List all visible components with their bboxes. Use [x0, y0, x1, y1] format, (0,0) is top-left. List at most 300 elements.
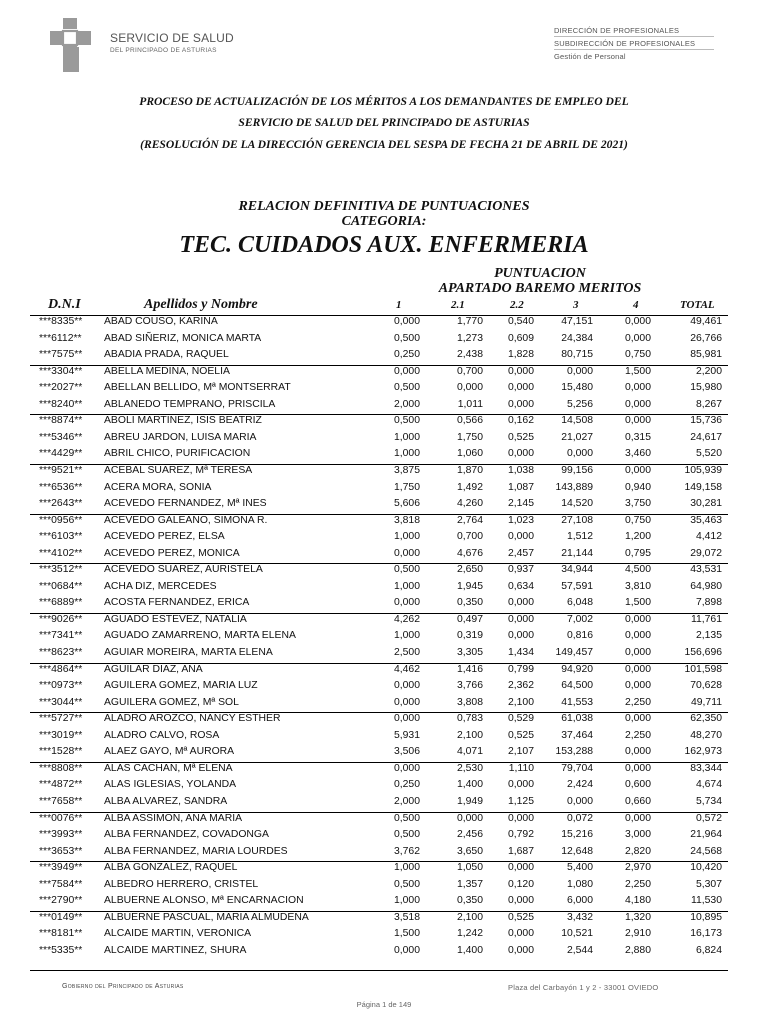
score-4-cell: 3,460: [624, 448, 651, 460]
name-cell: AGUADO ESTEVEZ, NATALIA: [104, 613, 247, 625]
name-cell: ACEVEDO SUAREZ, AURISTELA: [104, 564, 263, 576]
department-block: [554, 26, 695, 65]
table-row: [0, 579, 768, 596]
score-2-2-cell: 1,434: [507, 647, 534, 658]
table-row: [0, 678, 768, 695]
table-row: [0, 711, 768, 728]
table-row: [0, 877, 768, 894]
dni-cell: ***3949**: [39, 862, 83, 874]
score-2-2-cell: 1,023: [507, 514, 534, 526]
dni-cell: ***3512**: [39, 564, 83, 576]
score-2-1-cell: 2,100: [456, 729, 483, 741]
name-cell: ACEVEDO FERNANDEZ, Mª INES: [104, 498, 267, 510]
table-row: [0, 860, 768, 877]
score-2-1-cell: 3,808: [456, 696, 483, 708]
score-1-cell: 3,818: [393, 514, 420, 526]
name-cell: ABREU JARDON, LUISA MARIA: [104, 431, 257, 443]
score-1-cell: 0,500: [393, 564, 420, 576]
score-3-cell: 7,002: [566, 613, 593, 625]
score-2-2-cell: 0,937: [507, 564, 534, 576]
name-cell: AGUILERA GOMEZ, MARIA LUZ: [104, 680, 258, 692]
name-cell: ALBA ASSIMON, ANA MARIA: [104, 812, 243, 824]
column-header-2-2: 2.2: [510, 299, 524, 311]
score-1-cell: 1,750: [393, 481, 420, 493]
dni-cell: ***3304**: [39, 365, 83, 377]
score-2-1-cell: 0,700: [456, 531, 483, 543]
dni-cell: ***0149**: [39, 911, 83, 923]
score-4-cell: 0,750: [624, 514, 651, 526]
score-3-cell: 15,480: [561, 382, 593, 394]
dni-cell: ***5335**: [39, 944, 83, 956]
score-3-cell: 64,500: [561, 680, 593, 692]
score-3-cell: 15,216: [561, 829, 593, 841]
score-3-cell: 41,553: [561, 696, 593, 708]
score-3-cell: 34,944: [561, 564, 593, 576]
score-3-cell: 5,256: [566, 398, 593, 410]
total-cell: 5,307: [695, 878, 722, 890]
score-3-cell: 21,144: [561, 547, 593, 559]
table-row: [0, 430, 768, 447]
total-cell: 101,598: [684, 663, 722, 675]
score-1-cell: 0,000: [393, 547, 420, 559]
score-4-cell: 0,000: [624, 812, 651, 824]
table-row: [0, 777, 768, 794]
score-4-cell: 0,000: [624, 613, 651, 625]
footer-divider: [30, 970, 728, 971]
score-4-cell: 0,315: [624, 431, 651, 443]
score-2-2-cell: 2,100: [507, 696, 534, 708]
name-cell: ABOLI MARTINEZ, ISIS BEATRIZ: [104, 415, 262, 427]
table-row: [0, 496, 768, 513]
dni-cell: ***7584**: [39, 878, 83, 890]
score-2-2-cell: 0,525: [507, 911, 534, 923]
score-2-1-cell: 1,242: [456, 928, 483, 940]
score-2-1-cell: 2,650: [456, 564, 483, 576]
total-cell: 15,980: [690, 382, 722, 394]
process-title-line-2: SERVICIO DE SALUD DEL PRINCIPADO DE ASTURIAS: [238, 116, 530, 129]
score-1-cell: 0,500: [393, 878, 420, 890]
table-row: [0, 943, 768, 960]
name-cell: ACEBAL SUAREZ, Mª TERESA: [104, 464, 253, 476]
total-cell: 24,617: [690, 431, 722, 443]
category-name: TEC. CUIDADOS AUX. ENFERMERIA: [179, 232, 589, 258]
score-1-cell: 5,606: [393, 498, 420, 510]
score-4-cell: 2,910: [624, 928, 651, 940]
dni-cell: ***8874**: [39, 415, 83, 427]
score-2-1-cell: 1,011: [457, 398, 483, 410]
score-2-2-cell: 0,000: [507, 928, 534, 940]
score-3-cell: 149,457: [555, 647, 593, 658]
name-cell: ALCAIDE MARTINEZ, SHURA: [104, 944, 247, 956]
table-row: [0, 397, 768, 414]
score-2-1-cell: 3,650: [456, 845, 483, 857]
score-2-2-cell: 0,000: [507, 630, 534, 642]
column-header-2-1: 2.1: [451, 299, 465, 311]
score-2-2-cell: 0,000: [507, 398, 534, 410]
dni-cell: ***8623**: [39, 647, 83, 658]
score-2-1-cell: 1,357: [456, 878, 483, 890]
score-4-cell: 1,320: [624, 911, 651, 923]
table-row: [0, 331, 768, 348]
score-4-cell: 0,000: [624, 464, 651, 476]
score-4-cell: 0,940: [624, 481, 651, 493]
score-3-cell: 5,400: [566, 862, 593, 874]
score-1-cell: 0,000: [393, 316, 420, 327]
score-2-1-cell: 4,676: [456, 547, 483, 559]
score-2-2-cell: 0,162: [507, 415, 534, 427]
column-header-dni: D.N.I: [48, 297, 81, 312]
total-cell: 2,200: [695, 365, 722, 377]
score-2-2-cell: 1,125: [507, 795, 534, 807]
score-4-cell: 1,200: [624, 531, 651, 543]
score-4-cell: 0,000: [624, 762, 651, 774]
score-4-cell: 0,000: [624, 382, 651, 394]
name-cell: ABLANEDO TEMPRANO, PRISCILA: [104, 398, 276, 410]
score-1-cell: 0,500: [393, 812, 420, 824]
score-3-cell: 3,432: [566, 911, 593, 923]
score-4-cell: 1,500: [624, 597, 651, 609]
score-3-cell: 143,889: [555, 481, 593, 493]
process-title-line-1: PROCESO DE ACTUALIZACIÓN DE LOS MÉRITOS A LOS DEMANDANTES DE EMPLEO DEL: [139, 95, 629, 108]
total-cell: 11,761: [690, 613, 722, 625]
name-cell: ACEVEDO PEREZ, MONICA: [104, 547, 240, 559]
score-3-cell: 37,464: [561, 729, 593, 741]
score-4-cell: 1,500: [624, 365, 651, 377]
dni-cell: ***9521**: [39, 464, 83, 476]
table-row: [0, 314, 768, 331]
total-cell: 149,158: [684, 481, 722, 493]
table-row: [0, 612, 768, 629]
table-row: [0, 662, 768, 679]
dept-divider: [554, 36, 714, 50]
name-cell: ABAD COUSO, KARINA: [104, 316, 218, 327]
score-2-2-cell: 2,145: [507, 498, 534, 510]
score-2-1-cell: 2,438: [456, 349, 483, 361]
score-4-cell: 0,000: [624, 415, 651, 427]
score-2-2-cell: 0,120: [507, 878, 534, 890]
score-1-cell: 4,262: [393, 613, 420, 625]
score-3-cell: 6,048: [566, 597, 593, 609]
score-1-cell: 3,875: [393, 464, 420, 476]
score-3-cell: 24,384: [561, 332, 593, 344]
score-3-cell: 94,920: [561, 663, 593, 675]
dni-cell: ***0973**: [39, 680, 83, 692]
score-4-cell: 0,000: [624, 713, 651, 725]
score-2-2-cell: 0,000: [507, 944, 534, 956]
table-row: [0, 844, 768, 861]
total-cell: 29,072: [690, 547, 722, 559]
score-2-2-cell: 0,000: [507, 365, 534, 377]
score-1-cell: 0,000: [393, 597, 420, 609]
score-4-cell: 0,660: [624, 795, 651, 807]
table-row: [0, 761, 768, 778]
score-1-cell: 3,506: [393, 746, 420, 758]
dni-cell: ***3993**: [39, 829, 83, 841]
score-2-2-cell: 0,609: [507, 332, 534, 344]
column-header-4: 4: [633, 299, 639, 311]
total-cell: 30,281: [690, 498, 722, 510]
score-2-2-cell: 0,000: [507, 382, 534, 394]
dni-cell: ***4864**: [39, 663, 83, 675]
total-cell: 16,173: [690, 928, 722, 940]
column-header-3: 3: [573, 299, 579, 311]
score-4-cell: 2,250: [624, 696, 651, 708]
dni-cell: ***7658**: [39, 795, 83, 807]
score-2-2-cell: 1,038: [507, 464, 534, 476]
resolution-title: (RESOLUCIÓN DE LA DIRECCIÓN GERENCIA DEL SESPA DE FECHA 21 DE ABRIL DE 2021): [140, 138, 628, 151]
dni-cell: ***6889**: [39, 597, 83, 609]
total-cell: 0,572: [695, 812, 722, 824]
score-2-2-cell: 2,457: [507, 547, 534, 559]
total-cell: 49,711: [690, 696, 722, 708]
dni-cell: ***6112**: [39, 332, 82, 344]
score-4-cell: 0,000: [624, 316, 651, 327]
score-1-cell: 1,000: [393, 531, 420, 543]
score-3-cell: 27,108: [561, 514, 593, 526]
score-1-cell: 1,000: [393, 431, 420, 443]
name-cell: ALBUERNE PASCUAL, MARIA ALMUDENA: [104, 911, 309, 923]
score-1-cell: 0,000: [393, 696, 420, 708]
relacion-title: RELACION DEFINITIVA DE PUNTUACIONES: [238, 199, 530, 214]
dni-cell: ***6103**: [39, 531, 83, 543]
dni-cell: ***0684**: [39, 580, 83, 592]
score-2-2-cell: 0,525: [507, 431, 534, 443]
name-cell: ALADRO AROZCO, NANCY ESTHER: [104, 713, 281, 725]
total-cell: 35,463: [690, 514, 722, 526]
score-2-2-cell: 0,000: [507, 448, 534, 460]
score-4-cell: 2,250: [624, 729, 651, 741]
score-1-cell: 1,000: [393, 580, 420, 592]
score-4-cell: 0,000: [624, 663, 651, 675]
score-1-cell: 0,000: [393, 713, 420, 725]
total-cell: 162,973: [684, 746, 722, 758]
dni-cell: ***8181**: [39, 928, 83, 940]
score-2-2-cell: 0,634: [507, 580, 534, 592]
table-row: [0, 463, 768, 480]
name-cell: ABADIA PRADA, RAQUEL: [104, 349, 229, 361]
name-cell: ALBUERNE ALONSO, Mª ENCARNACION: [104, 895, 304, 907]
score-4-cell: 2,250: [624, 878, 651, 890]
table-row: [0, 413, 768, 430]
table-row: [0, 480, 768, 497]
org-name: SERVICIO DE SALUD: [110, 31, 234, 45]
table-row: [0, 794, 768, 811]
total-cell: 70,628: [690, 680, 722, 692]
name-cell: ACEVEDO GALEANO, SIMONA R.: [104, 514, 268, 526]
score-4-cell: 0,000: [624, 332, 651, 344]
total-cell: 48,270: [690, 729, 722, 741]
dni-cell: ***3044**: [39, 696, 83, 708]
score-4-cell: 0,000: [624, 680, 651, 692]
score-1-cell: 1,000: [393, 448, 420, 460]
score-3-cell: 10,521: [561, 928, 593, 940]
table-row: [0, 645, 768, 662]
score-1-cell: 1,000: [393, 895, 420, 907]
score-2-2-cell: 2,362: [507, 680, 534, 692]
score-3-cell: 2,544: [566, 944, 593, 956]
table-row: [0, 364, 768, 381]
score-3-cell: 80,715: [561, 349, 593, 361]
score-4-cell: 3,750: [624, 498, 651, 510]
score-2-2-cell: 0,000: [507, 597, 534, 609]
name-cell: AGUIAR MOREIRA, MARTA ELENA: [104, 647, 273, 658]
score-2-1-cell: 1,949: [456, 795, 483, 807]
score-2-1-cell: 0,000: [456, 812, 483, 824]
total-cell: 15,736: [690, 415, 722, 427]
score-3-cell: 0,000: [566, 365, 593, 377]
score-3-cell: 79,704: [561, 762, 593, 774]
score-1-cell: 0,000: [393, 944, 420, 956]
dni-cell: ***8240**: [39, 398, 83, 410]
score-2-2-cell: 1,687: [507, 845, 534, 857]
table-row: [0, 910, 768, 927]
page-number: Página 1 de 149: [356, 1000, 412, 1009]
score-4-cell: 4,500: [624, 564, 651, 576]
score-4-cell: 3,810: [624, 580, 651, 592]
name-cell: ACEVEDO PEREZ, ELSA: [104, 531, 225, 543]
score-2-1-cell: 1,750: [456, 431, 483, 443]
score-2-2-cell: 0,000: [507, 531, 534, 543]
score-2-1-cell: 1,770: [456, 316, 483, 327]
total-cell: 4,412: [695, 531, 722, 543]
total-cell: 43,531: [690, 564, 722, 576]
total-cell: 21,964: [690, 829, 722, 841]
name-cell: ALBA GONZALEZ, RAQUEL: [104, 862, 238, 874]
score-2-2-cell: 0,000: [507, 779, 534, 791]
score-2-1-cell: 1,400: [456, 944, 483, 956]
score-2-1-cell: 1,273: [456, 332, 483, 344]
score-3-cell: 14,520: [561, 498, 593, 510]
score-4-cell: 2,820: [624, 845, 651, 857]
score-4-cell: 0,000: [624, 746, 651, 758]
name-cell: ALAS CACHAN, Mª ELENA: [104, 762, 233, 774]
name-cell: ALBA FERNANDEZ, MARIA LOURDES: [104, 845, 288, 857]
table-row: [0, 529, 768, 546]
table-row: [0, 595, 768, 612]
column-header-name: Apellidos y Nombre: [144, 297, 258, 312]
score-2-1-cell: 2,456: [456, 829, 483, 841]
score-1-cell: 0,500: [393, 829, 420, 841]
score-2-1-cell: 3,766: [456, 680, 483, 692]
name-cell: ALCAIDE MARTIN, VERONICA: [104, 928, 252, 940]
score-2-2-cell: 0,000: [507, 862, 534, 874]
score-1-cell: 2,500: [393, 647, 420, 658]
table-row: [0, 380, 768, 397]
dni-cell: ***3653**: [39, 845, 83, 857]
total-cell: 26,766: [690, 332, 722, 344]
score-3-cell: 57,591: [561, 580, 593, 592]
score-2-2-cell: 0,529: [507, 713, 534, 725]
score-1-cell: 3,762: [393, 845, 420, 857]
score-3-cell: 99,156: [561, 464, 593, 476]
group-header-baremo: APARTADO BAREMO MERITOS: [438, 281, 642, 296]
score-1-cell: 5,931: [393, 729, 420, 741]
score-2-2-cell: 1,828: [507, 349, 534, 361]
score-1-cell: 0,000: [393, 680, 420, 692]
score-1-cell: 1,500: [393, 928, 420, 940]
column-header-1: 1: [396, 299, 402, 311]
dni-cell: ***4872**: [39, 779, 83, 791]
table-row: [0, 728, 768, 745]
column-header-total: TOTAL: [680, 299, 715, 311]
score-3-cell: 2,424: [566, 779, 593, 791]
score-1-cell: 2,000: [393, 398, 420, 410]
total-cell: 156,696: [684, 647, 722, 658]
dni-cell: ***0076**: [39, 812, 83, 824]
score-2-1-cell: 1,060: [456, 448, 483, 460]
table-row: [0, 562, 768, 579]
dept-divider: [554, 49, 714, 63]
score-1-cell: 1,000: [393, 630, 420, 642]
score-1-cell: 0,250: [393, 349, 420, 361]
table-row: [0, 347, 768, 364]
score-2-1-cell: 0,350: [456, 597, 483, 609]
name-cell: ALAS IGLESIAS, YOLANDA: [104, 779, 237, 791]
table-row: [0, 926, 768, 943]
table-row: [0, 446, 768, 463]
name-cell: AGUILAR DIAZ, ANA: [104, 663, 203, 675]
dni-cell: ***4102**: [39, 547, 83, 559]
score-2-1-cell: 4,260: [456, 498, 483, 510]
name-cell: ABELLA MEDINA, NOELIA: [104, 365, 230, 377]
score-4-cell: 0,750: [624, 349, 651, 361]
score-1-cell: 0,250: [393, 779, 420, 791]
score-3-cell: 6,000: [566, 895, 593, 907]
score-2-2-cell: 0,540: [507, 316, 534, 327]
score-2-1-cell: 0,783: [456, 713, 483, 725]
dept-line-1: DIRECCIÓN DE PROFESIONALES: [554, 26, 680, 35]
name-cell: ABELLAN BELLIDO, Mª MONTSERRAT: [104, 382, 291, 394]
name-cell: ACHA DIZ, MERCEDES: [104, 580, 217, 592]
total-cell: 5,520: [695, 448, 722, 460]
score-3-cell: 153,288: [555, 746, 593, 758]
score-3-cell: 1,080: [566, 878, 593, 890]
score-2-1-cell: 0,350: [456, 895, 483, 907]
score-3-cell: 0,000: [566, 448, 593, 460]
score-2-1-cell: 1,492: [456, 481, 483, 493]
score-2-1-cell: 0,700: [456, 365, 483, 377]
dni-cell: ***5346**: [39, 431, 83, 443]
total-cell: 8,267: [695, 398, 722, 410]
score-2-1-cell: 2,764: [456, 514, 483, 526]
score-4-cell: 0,795: [624, 547, 651, 559]
dept-line-2: SUBDIRECCIÓN DE PROFESIONALES: [554, 39, 696, 48]
total-cell: 49,461: [690, 316, 722, 327]
total-cell: 62,350: [690, 713, 722, 725]
name-cell: AGUADO ZAMARRENO, MARTA ELENA: [104, 630, 296, 642]
dni-cell: ***2643**: [39, 498, 83, 510]
total-cell: 85,981: [690, 349, 722, 361]
dni-cell: ***2790**: [39, 895, 83, 907]
footer-government-name: Gobierno del Principado de Asturias: [62, 983, 184, 990]
dni-cell: ***7575**: [39, 349, 83, 361]
table-row: [0, 811, 768, 828]
score-1-cell: 3,518: [393, 911, 420, 923]
total-cell: 4,674: [695, 779, 722, 791]
org-subtitle: DEL PRINCIPADO DE ASTURIAS: [110, 47, 217, 54]
score-2-2-cell: 0,525: [507, 729, 534, 741]
score-4-cell: 0,000: [624, 630, 651, 642]
name-cell: ALBA FERNANDEZ, COVADONGA: [104, 829, 269, 841]
score-2-1-cell: 0,000: [456, 382, 483, 394]
score-1-cell: 0,500: [393, 382, 420, 394]
score-3-cell: 12,648: [561, 845, 593, 857]
total-cell: 10,420: [690, 862, 722, 874]
name-cell: ALADRO CALVO, ROSA: [104, 729, 220, 741]
score-1-cell: 1,000: [393, 862, 420, 874]
score-2-2-cell: 0,000: [507, 812, 534, 824]
score-4-cell: 0,000: [624, 647, 651, 658]
